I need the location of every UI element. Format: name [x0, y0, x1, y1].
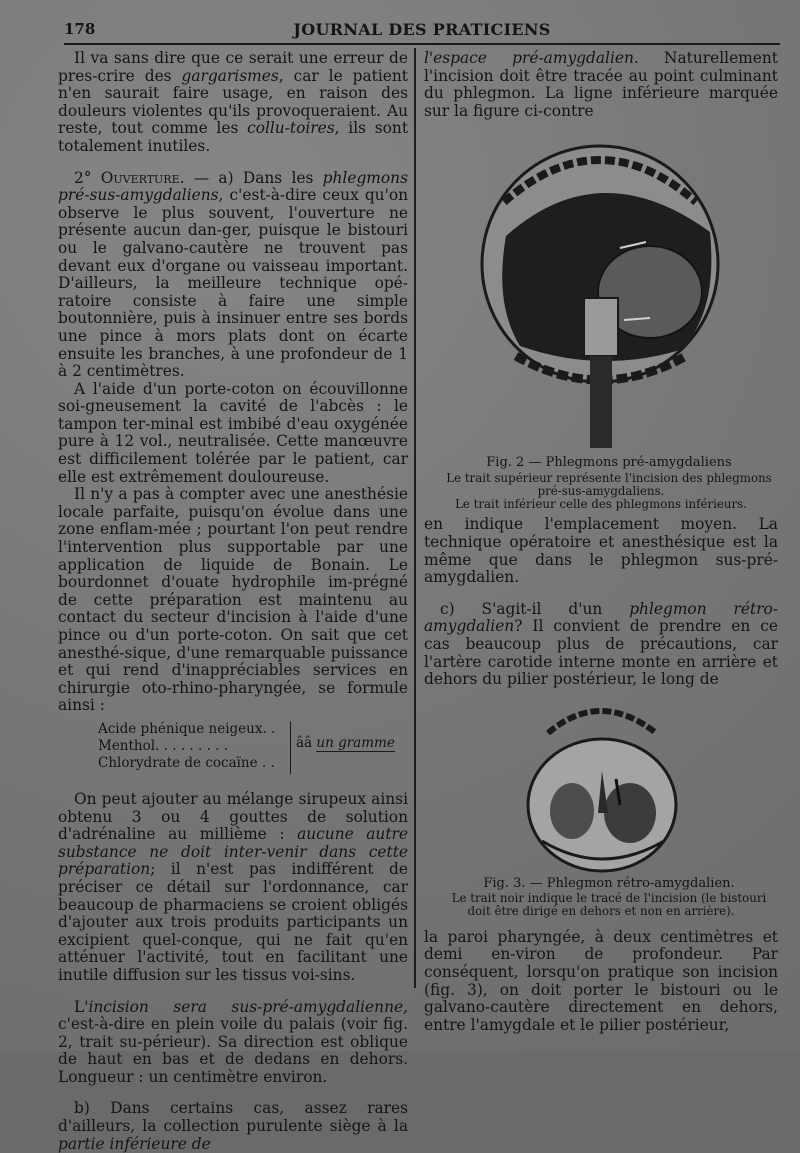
paragraph-gargarismes: Il va sans dire que ce serait une erreur de pres-crire des gargarismes, car le patient n'en saurait faire usage, en raison des douleurs violentes qu'ils provoqueraient. Au reste, tout comme les collu-toires, ils sont totalement inutiles. — [58, 49, 408, 155]
mouth-illustration-fig3 — [424, 693, 778, 875]
header-rule — [64, 43, 780, 45]
fig2-caption: Le trait supérieur représente l'incision des phlegmons pré-sus-amygdaliens. Le trait inférieur celle des phlegmons inférieurs. — [446, 470, 772, 511]
formula-item: Menthol. . . . . . . . . — [98, 737, 229, 754]
paragraph-ouverture: 2° Ouverture. — a) Dans les phlegmons pré-sus-amygdaliens, c'est-à-dire ceux qu'on observe le plus souvent, l'ouverture ne présente aucun dan-ger, puisque le bistouri ou le galvano-cautère ne trouvent pas devant eux d'organe ou vaisseau important. D'ailleurs, la meilleure technique opé-ratoire consiste à faire une simple boutonnière, puis à insinuer entre ses bords une pince à mors plats dont on écarte ensuite les branches, à une profondeur de 1 à 2 centimètres. — [58, 168, 408, 381]
figure-2 — [424, 124, 778, 516]
page-header — [64, 20, 780, 40]
column-divider — [414, 48, 416, 988]
left-column — [58, 50, 408, 1153]
paragraph-partie-inferieure: b) Dans certains cas, assez rares d'ailleurs, la collection purulente siège à la partie inférieure de — [58, 1099, 408, 1153]
formula-brace — [284, 721, 291, 774]
mouth-illustration-fig2 — [424, 124, 778, 454]
paragraph-espace: l'espace pré-amygdalien. Naturellement l'incision doit être tracée au point culminant du phlegmon. La ligne inférieure marquée sur la figure ci-contre — [424, 49, 778, 120]
formula-dose: ââ un gramme — [296, 734, 395, 751]
paragraph-anesthesie: Il n'y a pas à compter avec une anesthésie locale parfaite, puisqu'on évolue dans une zone enflam-mée ; pourtant l'on peut rendre l'intervention plus supportable par une application de liquide de Bonain. Le bourdonnet d'ouate hydrophile im-prégné de cette préparation est maintenu au contact du secteur d'incision à l'aide d'une pince ou d'un porte-coton. On sait que cet anesthé-sique, d'une remarquable puissance et qui rend d'inappréciables services en chirurgie oto-rhino-pharyngée, se formule ainsi : — [58, 485, 408, 715]
paragraph-adrenaline: On peut ajouter au mélange sirupeux ainsi obtenu 3 ou 4 gouttes de solution d'adrénaline au millième : aucune autre substance ne doit inter-venir dans cette préparation; il n'est pas indifférent de préciser ce détail sur l'ordonnance, car beaucoup de pharmaciens se croient obligés d'ajouter aux trois produits participants un excipient quel-conque, qui ne fait qu'en atténuer l'activité, tout en facilitant une inutile diffusion sur les tissus voi-sins. — [58, 789, 408, 984]
fig2-title: Fig. 2 — Phlegmons pré-amygdaliens — [486, 455, 732, 471]
fig3-title: Fig. 3. — Phlegmon rétro-amygdalien. — [483, 875, 735, 891]
journal-title: JOURNAL DES PRATICIENS — [293, 20, 551, 39]
right-column — [424, 50, 778, 1034]
paragraph-porte-coton: A l'aide d'un porte-coton on écouvillonne soi-gneusement la cavité de l'abcès : le tampon ter-minal est imbibé d'eau oxygénée pure à 12 vol., neutralisée. Cette manœuvre est difficilement tolérée par le patient, car elle est extrêmement douloureuse. — [58, 379, 408, 486]
paragraph-paroi: la paroi pharyngée, à deux centimètres et demi en-viron de profondeur. Par conséquent, lorsqu'on pratique son incision (fig. 3), on doit porter le bistouri ou le galvano-cautère directement en dehors, entre l'amygdale et le pilier postérieur, — [424, 927, 778, 1034]
figure-3 — [424, 693, 778, 929]
paragraph-emplacement: en indique l'emplacement moyen. La technique opératoire et anesthésique est la même que dans le phlegmon sus-pré-amygdalien. — [424, 515, 778, 587]
formula-item: Acide phénique neigeux. . — [98, 720, 276, 737]
paragraph-incision: L'incision sera sus-pré-amygdalienne, c'est-à-dire en plein voile du palais (voir fig. 2, trait su-périeur). Sa direction est oblique de haut en bas et de dedans en dehors. Longueur : un centimètre environ. — [58, 997, 408, 1086]
fig3-caption: Le trait noir indique le tracé de l'incision (le bistouri doit être dirigé en dehors et non en arrière). — [451, 891, 767, 919]
bonain-formula — [98, 721, 408, 777]
page-number: 178 — [64, 20, 96, 38]
formula-item: Chlorydrate de cocaïne . . — [98, 754, 275, 771]
paragraph-retro: c) S'agit-il d'un phlegmon rétro-amygdalien? Il convient de prendre en ce cas beaucoup plus de précautions, car l'artère carotide interne monte en arrière et dehors du pilier postérieur, le long de — [424, 599, 778, 689]
